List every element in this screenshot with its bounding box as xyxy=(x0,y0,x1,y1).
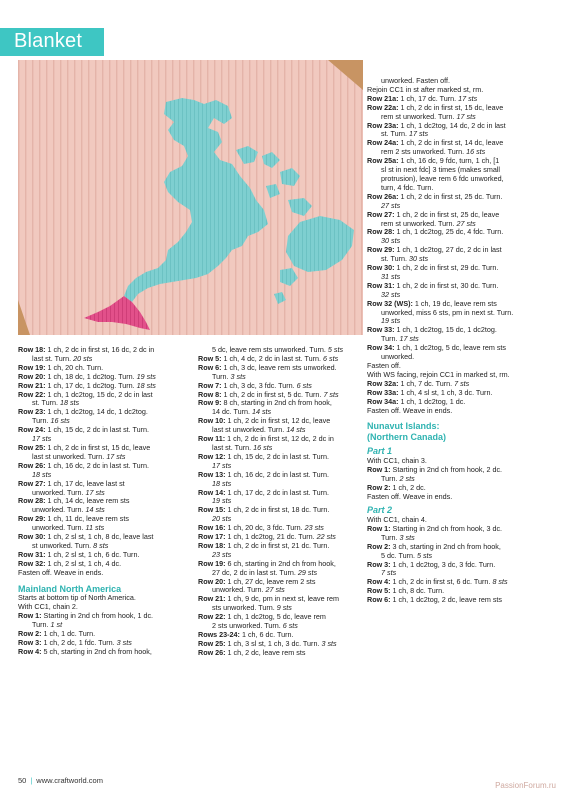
instruction-text: 1 ch, 1 dc2tog, 1 dc. xyxy=(398,396,466,406)
instruction-text: st. Turn. xyxy=(381,254,409,264)
instruction-text: 1 ch, 2 dc in first st, 12 dc, leave xyxy=(225,416,331,426)
instruction-text: 1 ch, 2 sl st, 1 ch, 8 dc, leave last xyxy=(45,532,154,542)
stitch-count: 3 sts xyxy=(230,371,246,381)
footer-separator: | xyxy=(30,776,33,785)
row-label: Row 29: xyxy=(18,514,46,524)
instruction-line xyxy=(367,561,562,570)
stitch-count: 6 sts xyxy=(323,353,339,363)
instruction-text: 1 ch, 9 dc, pm in next st, leave rem xyxy=(225,594,340,604)
instruction-text: 1 ch, 3 dc, 3 fdc. Turn. xyxy=(221,380,297,390)
stitch-count: 18 sts xyxy=(59,398,80,408)
instruction-text: st. Turn. xyxy=(32,398,60,408)
watermark: PassionForum.ru xyxy=(495,781,556,790)
row-label: Row 4: xyxy=(18,646,42,656)
row-label: Row 22a: xyxy=(367,102,399,112)
instruction-text: Starting in 2nd ch from hook, 2 dc. xyxy=(390,464,503,474)
instruction-text: Fasten off. xyxy=(367,361,401,370)
row-label: Row 24: xyxy=(18,425,46,435)
instruction-text: 1 ch, 27 dc, leave rem 2 sts xyxy=(225,576,316,586)
stitch-count: 5 sts xyxy=(416,550,433,560)
page-number: 50 xyxy=(18,776,27,785)
instruction-text: 1 ch, 7 dc. Turn. xyxy=(398,378,455,388)
instruction-line xyxy=(198,649,370,658)
page-title: Blanket xyxy=(14,30,83,52)
instruction-text: Starting in 2nd ch from hook, 1 dc. xyxy=(41,610,154,620)
instruction-text: 1 ch, 3 sl st, 1 ch, 3 dc. Turn. xyxy=(225,638,322,648)
instruction-text: 1 ch, 16 dc, 2 dc in last st. Turn. xyxy=(45,460,150,470)
row-label: Row 11: xyxy=(198,434,226,444)
stitch-count: 3 sts xyxy=(116,637,132,647)
instruction-text: 1 ch, 2 dc in first st, 30 dc. Turn. xyxy=(394,280,499,290)
row-label: Row 14: xyxy=(198,487,226,497)
stitch-count: 23 sts xyxy=(212,549,232,559)
instruction-text: Turn. xyxy=(32,416,51,426)
instruction-text: With CC1, chain 2. xyxy=(18,601,78,611)
stitch-count: 19 sts xyxy=(381,316,401,326)
stitch-count: 23 sts xyxy=(304,523,324,533)
row-label: Row 20: xyxy=(198,576,226,586)
instruction-text: 1 ch, 2 dc, 1 fdc. Turn. xyxy=(41,637,117,647)
instruction-text: 1 ch, 20 dc, 3 fdc. Turn. xyxy=(225,523,305,533)
row-label: Row 22: xyxy=(18,389,46,399)
instruction-text: protrusion), leave rem 6 fdc unworked, xyxy=(381,173,504,183)
row-label: Row 24a: xyxy=(367,138,399,148)
stitch-count: 17 sts xyxy=(408,129,429,139)
instruction-text: unworked. Turn. xyxy=(212,585,266,595)
row-label: Row 25a: xyxy=(367,156,399,166)
row-label: Row 1: xyxy=(367,523,391,533)
row-label: Row 27: xyxy=(367,209,395,219)
row-label: Row 21: xyxy=(18,380,46,390)
stitch-count: 20 sts xyxy=(212,514,232,524)
row-label: Row 29: xyxy=(367,245,395,255)
row-label: Row 5: xyxy=(367,586,391,596)
instruction-text: 1 ch, 17 dc, leave last st xyxy=(45,478,125,488)
instruction-text: Rejoin CC1 in st after marked st, rm. xyxy=(367,84,484,94)
instruction-text: unworked, miss 6 sts, pm in next st. Turn. xyxy=(381,307,514,317)
row-label: Row 6: xyxy=(367,595,391,605)
row-label: Row 18: xyxy=(198,540,226,550)
instruction-text: 1 ch, 1 dc2tog, 14 dc, 1 dc2tog. xyxy=(45,407,148,417)
instruction-text: 5 ch, starting in 2nd ch from hook, xyxy=(41,646,152,656)
instruction-text: 1 ch, 17 dc, 1 dc2tog. Turn. xyxy=(45,380,137,390)
stitch-count: 6 sts xyxy=(282,621,298,631)
row-label: Row 30: xyxy=(367,263,395,273)
row-label: Row 26: xyxy=(198,647,226,657)
instruction-line xyxy=(18,648,196,657)
stitch-count: 18 sts xyxy=(136,380,156,390)
row-label: Row 32: xyxy=(18,558,46,568)
instruction-text: 1 ch, 2 dc in first st, 15 dc, leave xyxy=(398,102,504,112)
instruction-text: 5 dc. Turn. xyxy=(381,550,417,560)
row-label: Row 23a: xyxy=(367,120,399,130)
row-label: Row 9: xyxy=(198,398,222,408)
instruction-text: 1 ch, 20 ch. Turn. xyxy=(45,362,104,372)
row-label: Row 17: xyxy=(198,532,226,542)
row-label: Row 4: xyxy=(367,577,391,587)
instruction-text: Starts at bottom tip of North America. xyxy=(18,593,136,603)
instruction-text: Turn. xyxy=(381,532,400,542)
part-heading: Part 2 xyxy=(367,505,393,516)
row-label: Row 19: xyxy=(198,558,226,568)
stitch-count: 22 sts xyxy=(316,532,336,542)
instruction-text: 1 ch, 4 sl st, 1 ch, 3 dc. Turn. xyxy=(398,387,493,397)
row-label: Row 5: xyxy=(198,353,222,363)
instruction-text: 1 ch, 15 dc, 2 dc in last st. Turn. xyxy=(225,451,330,461)
instruction-text: 27 dc, 2 dc in last st. Turn. xyxy=(212,567,298,577)
instruction-text: 3 ch, starting in 2nd ch from hook, xyxy=(390,541,501,551)
instruction-text: Starting in 2nd ch from hook, 3 dc. xyxy=(390,523,503,533)
row-label: Row 15: xyxy=(198,505,226,515)
instruction-text: turn, 4 fdc. Turn. xyxy=(381,182,434,192)
stitch-count: 29 sts xyxy=(297,567,318,577)
instruction-text: unworked. Turn. xyxy=(32,505,86,515)
instruction-text: sts unworked. Turn. xyxy=(212,603,277,613)
section-title-bar xyxy=(0,28,104,56)
section-heading: Nunavut Islands: xyxy=(367,421,440,432)
instruction-text: 1 ch, 16 dc, 9 fdc, turn, 1 ch, [1 xyxy=(398,156,500,166)
instruction-text: 1 ch, 2 dc in first st, 25 dc. Turn. xyxy=(398,191,503,201)
row-label: Row 31: xyxy=(18,549,46,559)
instruction-text: 1 ch, 2 dc in first st, 25 dc, leave xyxy=(394,209,500,219)
row-label: Row 25: xyxy=(198,638,226,648)
stitch-count: 18 sts xyxy=(32,469,52,479)
row-label: Row 30: xyxy=(18,532,46,542)
instruction-text: 1 ch, 4 dc, 2 dc in last st. Turn. xyxy=(221,353,324,363)
instruction-text: Fasten off. Weave in ends. xyxy=(18,567,104,577)
instruction-text: last st. Turn. xyxy=(212,442,254,452)
stitch-count: 11 sts xyxy=(85,523,105,533)
instruction-text: 1 ch, 2 dc in first st, 21 dc. Turn. xyxy=(225,540,330,550)
stitch-count: 19 sts xyxy=(212,496,232,506)
instruction-text: 1 ch, 8 dc. Turn. xyxy=(390,586,445,596)
instruction-text: 1 ch, 2 dc in first st, 29 dc. Turn. xyxy=(394,263,499,273)
stitch-count: 8 sts xyxy=(492,577,508,587)
instruction-text: 1 ch, 2 dc. xyxy=(390,482,426,492)
instruction-text: 1 ch, 1 dc2tog, 5 dc, leave rem sts xyxy=(394,343,507,353)
stitch-count: 5 sts xyxy=(327,345,344,354)
blanket-photo xyxy=(18,60,363,335)
stitch-count: 17 sts xyxy=(456,111,476,121)
instruction-line xyxy=(18,569,196,578)
instruction-text: 1 ch, 11 dc, leave rem sts xyxy=(45,514,129,524)
row-label: Row 3: xyxy=(367,559,391,569)
instruction-text: 8 ch, starting in 2nd ch from hook, xyxy=(221,398,332,408)
row-label: Row 31: xyxy=(367,280,395,290)
stitch-count: 32 sts xyxy=(381,289,401,299)
stitch-count: 7 sts xyxy=(323,389,339,399)
stitch-count: 17 sts xyxy=(212,460,232,470)
instructions-column-3 xyxy=(367,77,562,605)
stitch-count: 17 sts xyxy=(85,487,105,497)
instruction-text: 2 sts unworked. Turn. xyxy=(212,621,283,631)
instruction-text: 1 ch, 1 dc2tog, 15 dc, 2 dc in last xyxy=(45,389,153,399)
instruction-text: 1 ch, 2 dc in first st, 5 dc. Turn. xyxy=(221,389,324,399)
instruction-line xyxy=(367,596,562,605)
stitch-count: 30 sts xyxy=(381,236,401,246)
stitch-count: 17 sts xyxy=(399,334,419,344)
instruction-text: 1 ch, 19 dc, leave rem sts xyxy=(412,298,497,308)
row-label: Row 23: xyxy=(18,407,46,417)
instruction-text: unworked. Fasten off. xyxy=(381,76,450,85)
instruction-text: Fasten off. Weave in ends. xyxy=(367,405,453,415)
stitch-count: 27 sts xyxy=(265,585,285,595)
row-label: Row 26a: xyxy=(367,191,399,201)
row-label: Row 2: xyxy=(367,541,391,551)
row-label: Row 25: xyxy=(18,442,46,452)
instruction-text: 14 dc. Turn. xyxy=(212,407,252,417)
stitch-count: 17 sts xyxy=(458,93,478,103)
instruction-text: 1 ch, 1 dc2tog, 15 dc, 1 dc2tog. xyxy=(394,325,497,335)
stitch-count: 6 sts xyxy=(296,380,312,390)
row-label: Row 22: xyxy=(198,612,226,622)
instruction-text: Turn. xyxy=(212,371,231,381)
row-label: Row 28: xyxy=(367,227,395,237)
stitch-count: 16 sts xyxy=(253,442,273,452)
instruction-text: Turn. xyxy=(381,473,400,483)
row-label: Row 34a: xyxy=(367,396,399,406)
stitch-count: 7 sts xyxy=(454,378,470,388)
row-label: Row 8: xyxy=(198,389,222,399)
instruction-text: unworked. xyxy=(381,352,415,362)
stitch-count: 9 sts xyxy=(276,603,292,613)
instruction-text: 1 ch, 17 dc, 2 dc in last st. Turn. xyxy=(225,487,330,497)
row-label: Row 7: xyxy=(198,380,222,390)
row-label: Row 33: xyxy=(367,325,395,335)
blanket-map-illustration xyxy=(18,60,363,335)
instruction-text: 1 ch, 2 dc in first st, 6 dc. Turn. xyxy=(390,577,493,587)
instruction-text: With CC1, chain 4. xyxy=(367,514,427,524)
instruction-text: 1 ch, 1 dc2tog, 2 dc, leave rem sts xyxy=(390,595,503,605)
row-label: Row 21: xyxy=(198,594,226,604)
instruction-text: 1 ch, 2 dc in first st, 15 dc, leave xyxy=(45,442,151,452)
instruction-text: Turn. xyxy=(32,619,51,629)
row-label: Row 32a: xyxy=(367,378,399,388)
instruction-text: 1 ch, 2 dc in first st, 12 dc, 2 dc in xyxy=(225,434,334,444)
instruction-text: 1 ch, 2 dc in first st, 18 dc. Turn. xyxy=(225,505,330,515)
instructions-column-2 xyxy=(198,346,370,658)
instruction-line xyxy=(367,407,562,416)
instruction-text: Turn. xyxy=(381,334,400,344)
row-label: Row 1: xyxy=(367,464,391,474)
stitch-count: 14 sts xyxy=(286,425,306,435)
instruction-text: last st unworked. Turn. xyxy=(212,425,287,435)
instruction-text: With CC1, chain 3. xyxy=(367,455,427,465)
instruction-text: last st unworked. Turn. xyxy=(32,451,107,461)
row-label: Row 2: xyxy=(18,628,42,638)
instructions-column-1 xyxy=(18,346,196,656)
row-label: Row 6: xyxy=(198,362,222,372)
instruction-text: 5 dc, leave rem sts unworked. Turn. xyxy=(212,345,328,354)
instruction-text: rem st unworked. Turn. xyxy=(381,111,457,121)
row-label: Row 28: xyxy=(18,496,46,506)
instruction-text: 1 ch, 2 sl st, 1 ch, 4 dc. xyxy=(45,558,122,568)
website-link[interactable]: www.craftworld.com xyxy=(36,776,103,785)
page-footer xyxy=(18,776,103,785)
row-label: Rows 23-24: xyxy=(198,630,240,639)
row-label: Row 13: xyxy=(198,469,226,479)
stitch-count: 1 st xyxy=(50,619,63,629)
instruction-text: 1 ch, 1 dc2tog, 3 dc, 3 fdc. Turn. xyxy=(390,559,496,569)
stitch-count: 27 sts xyxy=(456,218,476,228)
row-label: Row 27: xyxy=(18,478,46,488)
instruction-text: 1 ch, 16 dc, 2 dc in last st. Turn. xyxy=(225,469,330,479)
section-heading: (Northern Canada) xyxy=(367,431,447,442)
row-label: Row 12: xyxy=(198,451,226,461)
row-label: Row 10: xyxy=(198,416,226,426)
stitch-count: 7 sts xyxy=(381,568,397,578)
row-label: Row 18: xyxy=(18,345,46,354)
row-label: Row 34: xyxy=(367,343,395,353)
instruction-text: unworked. Turn. xyxy=(32,487,86,497)
stitch-count: 2 sts xyxy=(399,473,415,483)
stitch-count: 14 sts xyxy=(251,407,272,417)
stitch-count: 16 sts xyxy=(50,416,70,426)
row-label: Row 2: xyxy=(367,482,391,492)
instruction-text: 1 ch, 15 dc, 2 dc in last st. Turn. xyxy=(45,425,150,435)
row-label: Row 19: xyxy=(18,362,46,372)
instruction-text: 1 ch, 2 dc in first st, 14 dc, leave xyxy=(398,138,504,148)
instruction-text: 1 ch, 18 dc, 1 dc2tog. Turn. xyxy=(45,371,137,381)
instruction-text: 1 ch, 1 dc. Turn. xyxy=(41,628,96,638)
row-label: Row 3: xyxy=(18,637,42,647)
stitch-count: 20 sts xyxy=(73,353,93,363)
instruction-text: 1 ch, 17 dc. Turn. xyxy=(398,93,459,103)
stitch-count: 17 sts xyxy=(32,434,52,444)
instruction-text: With WS facing, rejoin CC1 in marked st, rm. xyxy=(367,369,510,379)
stitch-count: 27 sts xyxy=(381,200,401,210)
stitch-count: 18 sts xyxy=(212,478,232,488)
instruction-text: sl st in next fdc] 3 times (makes small xyxy=(381,165,501,175)
instruction-text: 1 ch, 1 dc2tog, 5 dc, leave rem xyxy=(225,612,326,622)
stitch-count: 17 sts xyxy=(106,451,126,461)
instruction-text: last st. Turn. xyxy=(32,353,74,363)
instruction-text: unworked. Turn. xyxy=(32,523,86,533)
instruction-text: 6 ch, starting in 2nd ch from hook, xyxy=(225,558,336,568)
stitch-count: 14 sts xyxy=(85,505,105,515)
row-label: Row 32 (WS): xyxy=(367,298,413,308)
instruction-text: 1 ch, 6 dc. Turn. xyxy=(239,630,294,639)
row-label: Row 20: xyxy=(18,371,46,381)
instruction-text: 1 ch, 2 dc, leave rem sts xyxy=(225,647,306,657)
part-heading: Part 1 xyxy=(367,446,393,457)
instruction-text: 1 ch, 2 sl st, 1 ch, 6 dc. Turn. xyxy=(45,549,140,559)
instruction-line xyxy=(367,493,562,502)
row-label: Row 33a: xyxy=(367,387,399,397)
instruction-text: st. Turn. xyxy=(381,129,409,139)
stitch-count: 19 sts xyxy=(136,371,156,381)
instruction-text: 1 ch, 1 dc2tog, 14 dc, 2 dc in last xyxy=(398,120,506,130)
row-label: Row 16: xyxy=(198,523,226,533)
stitch-count: 16 sts xyxy=(466,147,486,157)
instruction-text: 1 ch, 1 dc2tog, 25 dc, 4 fdc. Turn. xyxy=(394,227,504,237)
instruction-text: rem 2 sts unworked. Turn. xyxy=(381,147,467,157)
stitch-count: 8 sts xyxy=(93,540,109,550)
stitch-count: 3 sts xyxy=(321,638,337,648)
stitch-count: 3 sts xyxy=(399,532,415,542)
instruction-text: 1 ch, 3 dc, leave rem sts unworked. xyxy=(221,362,337,372)
stitch-count: 31 sts xyxy=(381,271,401,281)
row-label: Row 1: xyxy=(18,610,42,620)
instruction-text: 1 ch, 14 dc, leave rem sts xyxy=(45,496,130,506)
row-label: Row 26: xyxy=(18,460,46,470)
row-label: Row 21a: xyxy=(367,93,399,103)
instruction-text: 1 ch, 2 dc in first st, 16 dc, 2 dc in xyxy=(45,345,155,354)
section-heading: Mainland North America xyxy=(18,583,122,594)
instruction-text: st unworked. Turn. xyxy=(32,540,94,550)
instruction-text: 1 ch, 1 dc2tog, 27 dc, 2 dc in last xyxy=(394,245,502,255)
instruction-text: Fasten off. Weave in ends. xyxy=(367,491,453,501)
instruction-text: 1 ch, 1 dc2tog, 21 dc. Turn. xyxy=(225,532,317,542)
instruction-text: rem st unworked. Turn. xyxy=(381,218,457,228)
stitch-count: 30 sts xyxy=(408,254,429,264)
